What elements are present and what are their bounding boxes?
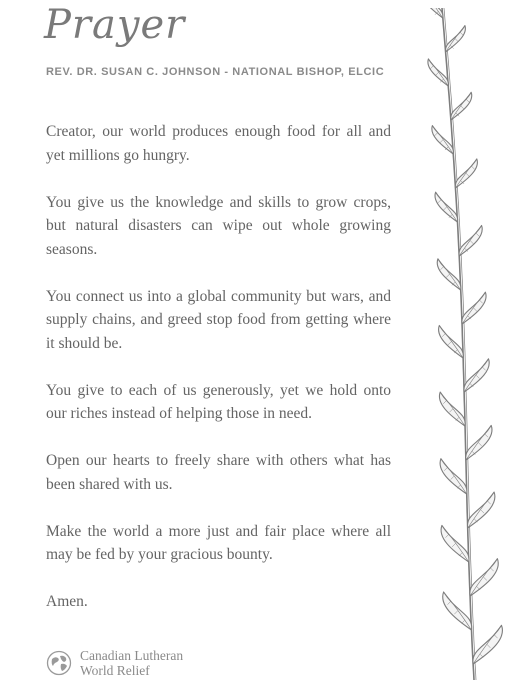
organization-name-line-2: World Relief	[80, 663, 150, 678]
organization-logo	[46, 646, 183, 680]
author-line: REV. DR. SUSAN C. JOHNSON - NATIONAL BISHOP, ELCIC	[46, 66, 385, 78]
prayer-paragraph-2: You give us the knowledge and skills to grow crops, but natural disasters can wipe out whole growing seasons.	[46, 193, 391, 258]
prayer-paragraph-3: You connect us into a global community but wars, and supply chains, and greed stop food from getting where it should be.	[46, 287, 391, 352]
prayer-body	[46, 120, 391, 637]
plant-leaf	[424, 8, 443, 18]
prayer-paragraph-4: You give to each of us generously, yet we hold onto our riches instead of helping those in need.	[46, 381, 391, 422]
wheat-stalk-illustration	[418, 8, 518, 680]
organization-name-line-1: Canadian Lutheran	[80, 648, 184, 663]
prayer-closing: Amen.	[46, 593, 88, 610]
globe-icon	[46, 650, 72, 676]
page-title: Prayer	[44, 2, 186, 48]
prayer-paragraph-1: Creator, our world produces enough food for all and yet millions go hungry.	[46, 123, 391, 164]
organization-name	[80, 648, 183, 678]
prayer-paragraph-6: Make the world a more just and fair place where all may be fed by your gracious bounty.	[46, 522, 391, 563]
prayer-paragraph-5: Open our hearts to freely share with others what has been shared with us.	[46, 452, 391, 493]
